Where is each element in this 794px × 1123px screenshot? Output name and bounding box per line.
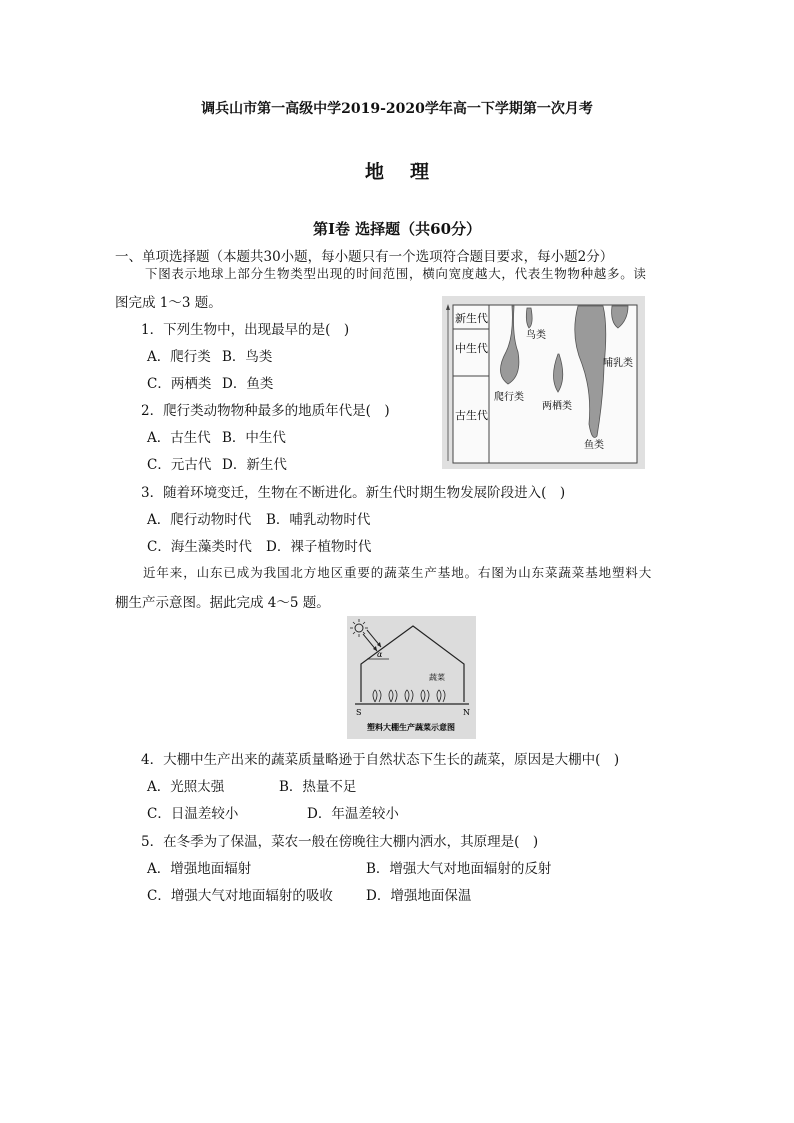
q2-stem: 2．爬行类动物物种最多的地质年代是( ) bbox=[141, 403, 390, 419]
q3-option-d: D．裸子植物时代 bbox=[266, 539, 372, 555]
q1-option-b: B．鸟类 bbox=[222, 349, 273, 365]
label-amphibians: 两栖类 bbox=[542, 401, 572, 412]
label-birds: 鸟类 bbox=[526, 330, 546, 341]
q4-stem: 4．大棚中生产出来的蔬菜质量略逊于自然状态下生长的蔬菜，原因是大棚中( ) bbox=[141, 752, 620, 768]
era-cenozoic: 新生代 bbox=[455, 312, 488, 325]
evolution-chart-figure bbox=[442, 296, 645, 469]
document-title: 调兵山市第一高级中学2019-2020学年高一下学期第一次月考 bbox=[201, 101, 593, 117]
q5-option-b: B．增强大气对地面辐射的反射 bbox=[366, 861, 552, 877]
q1-option-d: D．鱼类 bbox=[222, 376, 274, 392]
bird-shape bbox=[526, 308, 532, 328]
q3-stem: 3．随着环境变迁，生物在不断进化。新生代时期生物发展阶段进入( ) bbox=[141, 485, 566, 501]
q4-option-c: C．日温差较小 bbox=[147, 806, 239, 822]
q5-stem: 5．在冬季为了保温，菜农一般在傍晚往大棚内洒水，其原理是( ) bbox=[141, 834, 539, 850]
q5-option-a: A．增强地面辐射 bbox=[147, 861, 252, 877]
q5-option-d: D．增强地面保温 bbox=[366, 888, 472, 904]
q2-option-c: C．元古代 bbox=[147, 457, 212, 473]
q5-option-c: C．增强大气对地面辐射的吸收 bbox=[147, 888, 333, 904]
label-reptiles: 爬行类 bbox=[494, 392, 524, 403]
subject-title: 地理 bbox=[364, 161, 455, 183]
q2-option-b: B．中生代 bbox=[222, 430, 286, 446]
label-north: N bbox=[463, 708, 470, 717]
part1-intro-line2: 图完成 1～3 题。 bbox=[115, 295, 222, 311]
part1-heading: 一、单项选择题（本题共30小题，每小题只有一个选项符合题目要求，每小题2分） bbox=[115, 249, 614, 265]
label-mammals: 哺乳类 bbox=[603, 358, 633, 369]
sun-icon bbox=[355, 624, 363, 632]
q2-option-d: D．新生代 bbox=[222, 457, 287, 473]
greenhouse-outline bbox=[361, 626, 464, 702]
greenhouse-diagram bbox=[347, 616, 476, 739]
vegetable-plants bbox=[373, 690, 445, 702]
label-vegetable: 蔬菜 bbox=[429, 673, 445, 682]
label-south: S bbox=[356, 708, 362, 717]
era-mesozoic: 中生代 bbox=[455, 342, 488, 355]
section-title: 第Ⅰ卷 选择题（共60分） bbox=[312, 220, 482, 238]
part2-intro-line1: 近年来，山东已成为我国北方地区重要的蔬菜生产基地。右图为山东菜蔬菜基地塑料大 bbox=[143, 565, 653, 580]
q3-option-a: A．爬行动物时代 bbox=[147, 512, 252, 528]
q1-option-a: A．爬行类 bbox=[147, 349, 211, 365]
q2-option-a: A．古生代 bbox=[147, 430, 211, 446]
q3-option-b: B．哺乳动物时代 bbox=[266, 512, 371, 528]
label-fish: 鱼类 bbox=[584, 440, 604, 451]
figure2-caption: 塑料大棚生产蔬菜示意图 bbox=[367, 722, 455, 732]
part1-intro-line1: 下图表示地球上部分生物类型出现的时间范围，横向宽度越大，代表生物物种越多。读 bbox=[145, 266, 647, 281]
q4-option-a: A．光照太强 bbox=[147, 779, 225, 795]
greenhouse-figure bbox=[347, 616, 476, 739]
q3-option-c: C．海生藻类时代 bbox=[147, 539, 252, 555]
part2-intro-line2: 棚生产示意图。据此完成 4～5 题。 bbox=[115, 595, 330, 611]
evolution-chart bbox=[442, 296, 645, 469]
q1-stem: 1．下列生物中，出现最早的是( ) bbox=[141, 322, 350, 338]
q4-option-b: B．热量不足 bbox=[279, 779, 357, 795]
era-paleozoic: 古生代 bbox=[455, 409, 488, 422]
label-alpha: α bbox=[377, 650, 383, 659]
q4-option-d: D．年温差较小 bbox=[307, 806, 399, 822]
q1-option-c: C．两栖类 bbox=[147, 376, 212, 392]
